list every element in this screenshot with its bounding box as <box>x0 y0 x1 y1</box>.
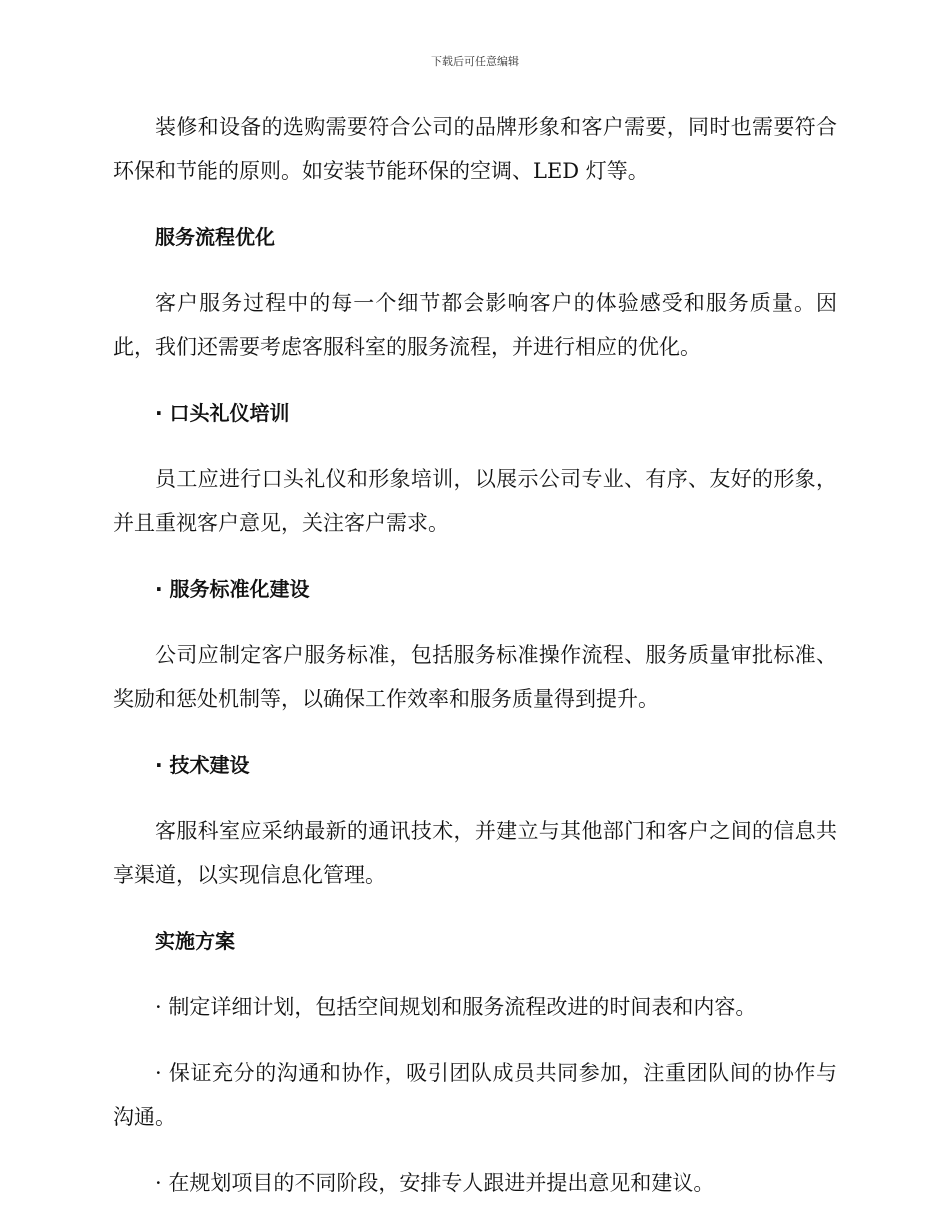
heading-technology: · 技术建设 <box>155 753 250 777</box>
list-item-plan: · 制定详细计划，包括空间规划和服务流程改进的时间表和内容。 <box>155 995 757 1019</box>
list-item-follow-up: · 在规划项目的不同阶段，安排专人跟进并提出意见和建议。 <box>155 1171 715 1195</box>
paragraph-etiquette-training: 员工应进行口头礼仪和形象培训，以展示公司专业、有序、友好的形象，并且重视客户意见，关注客户需求。 <box>113 467 837 535</box>
paragraph-renovation: 装修和设备的选购需要符合公司的品牌形象和客户需要，同时也需要符合环保和节能的原则。如安装节能环保的空调、LED 灯等。 <box>113 115 837 183</box>
list-item-communication: · 保证充分的沟通和协作，吸引团队成员共同参加，注重团队间的协作与沟通。 <box>113 1061 837 1129</box>
heading-service-process: 服务流程优化 <box>155 225 275 249</box>
paragraph-standardization: 公司应制定客户服务标准，包括服务标准操作流程、服务质量审批标准、奖励和惩处机制等，以确保工作效率和服务质量得到提升。 <box>113 643 837 711</box>
heading-standardization: · 服务标准化建设 <box>155 577 310 601</box>
paragraph-service-process: 客户服务过程中的每一个细节都会影响客户的体验感受和服务质量。因此，我们还需要考虑客服科室的服务流程，并进行相应的优化。 <box>113 291 837 359</box>
page-header: 下载后可任意编辑 <box>431 55 519 68</box>
heading-implementation: 实施方案 <box>155 929 235 953</box>
heading-etiquette-training: · 口头礼仪培训 <box>155 401 290 425</box>
paragraph-technology: 客服科室应采纳最新的通讯技术，并建立与其他部门和客户之间的信息共享渠道，以实现信息化管理。 <box>113 819 837 887</box>
document-body <box>113 105 837 1227</box>
